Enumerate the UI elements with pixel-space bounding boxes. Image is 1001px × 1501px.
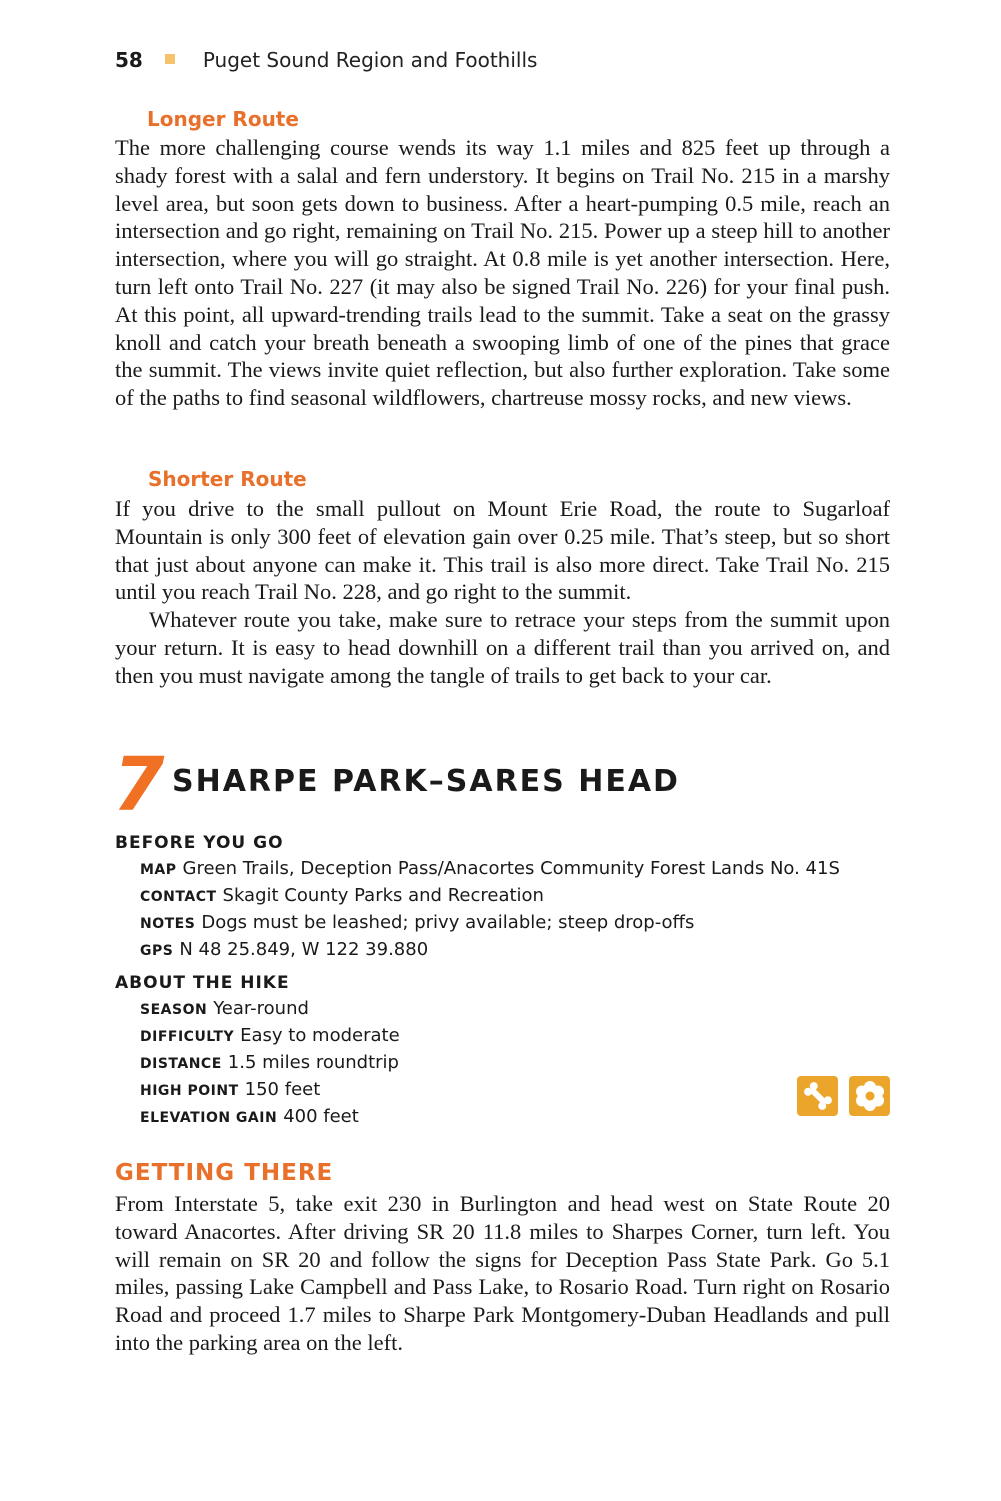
before-you-go-heading: BEFORE YOU GO [115,833,284,853]
info-label: ELEVATION GAIN [140,1110,278,1126]
hike-number: 7 [113,742,165,828]
longer-route-heading: Longer Route [147,107,299,131]
info-value: Skagit County Parks and Recreation [222,885,544,906]
page-header [115,48,537,72]
info-row-map [140,856,840,883]
page-number: 58 [115,48,143,72]
info-label: DIFFICULTY [140,1029,235,1045]
info-row-gps [140,937,840,964]
paragraph: If you drive to the small pullout on Mount Erie Road, the route to Sugarloaf Mountain is only 300 feet of elevation gain over 0.25 mile. That’s steep, but so short that just about anyone can make it. This trail is also more direct. Take Trail No. 215 until you reach Trail No. 228, and go right to the summit. [115,496,890,605]
info-row-contact [140,883,840,910]
getting-there-text [115,1190,890,1357]
paragraph: The more challenging course wends its way 1.1 miles and 825 feet up through a shady forest with a salal and fern understory. It begins on Trail No. 215 in a marshy level area, but soon gets down to business. After a heart-pumping 0.5 mile, reach an intersection and go right, remaining on Trail No. 215. Power up a steep hill to another intersection, where you will go straight. At 0.8 mile is yet another intersection. Here, turn left onto Trail No. 227 (it may also be signed Trail No. 226) for your final push. At this point, all upward-trending trails lead to the summit. Take a seat on the grassy knoll and catch your breath beneath a swooping limb of one of the pines that grace the summit. The views invite quiet reflection, but also further exploration. Take some of the paths to find seasonal wildflowers, chartreuse mossy rocks, and new views. [115,135,890,411]
about-hike-heading: ABOUT THE HIKE [115,973,290,993]
info-value: Year-round [213,998,309,1019]
info-label: GPS [140,943,174,959]
info-label: SEASON [140,1002,208,1018]
info-value: 150 feet [244,1079,321,1100]
shorter-route-text [115,495,890,690]
running-head: Puget Sound Region and Foothills [202,48,538,72]
info-label: MAP [140,862,177,878]
info-row-season [140,996,400,1023]
paragraph: Whatever route you take, make sure to retrace your steps from the summit upon your return. It is easy to head downhill on a different trail than you arrived on, and then you must navigate among the tangle of trails to get back to your car. [115,607,890,688]
square-bullet-icon [165,54,175,64]
info-value: N 48 25.849, W 122 39.880 [179,939,429,960]
info-label: NOTES [140,916,196,932]
hike-title: SHARPE PARK–SARES HEAD [172,764,680,799]
info-row-difficulty [140,1023,400,1050]
flower-icon [849,1076,890,1116]
shorter-route-heading: Shorter Route [148,467,307,491]
about-hike-list [140,996,400,1131]
info-label: CONTACT [140,889,217,905]
info-label: HIGH POINT [140,1083,239,1099]
info-row-distance [140,1050,400,1077]
info-row-high-point [140,1077,400,1104]
info-value: 400 feet [283,1106,359,1127]
info-value: Dogs must be leashed; privy available; steep drop-offs [201,912,695,933]
dog-bone-icon [797,1076,838,1116]
info-value: 1.5 miles roundtrip [227,1052,399,1073]
info-label: DISTANCE [140,1056,222,1072]
info-row-notes [140,910,840,937]
info-value: Green Trails, Deception Pass/Anacortes Community Forest Lands No. 41S [182,858,840,879]
info-row-elevation-gain [140,1104,400,1131]
longer-route-text [115,134,890,412]
before-you-go-list [140,856,840,964]
info-value: Easy to moderate [240,1025,400,1046]
paragraph: From Interstate 5, take exit 230 in Burlington and head west on State Route 20 toward Anacortes. After driving SR 20 11.8 miles to Sharpes Corner, turn left. You will remain on SR 20 and follow the signs for Deception Pass State Park. Go 5.1 miles, passing Lake Campbell and Pass Lake, to Rosario Road. Turn right on Rosario Road and proceed 1.7 miles to Sharpe Park Montgomery-Duban Headlands and pull into the parking area on the left. [115,1191,890,1355]
getting-there-heading: GETTING THERE [115,1160,334,1186]
